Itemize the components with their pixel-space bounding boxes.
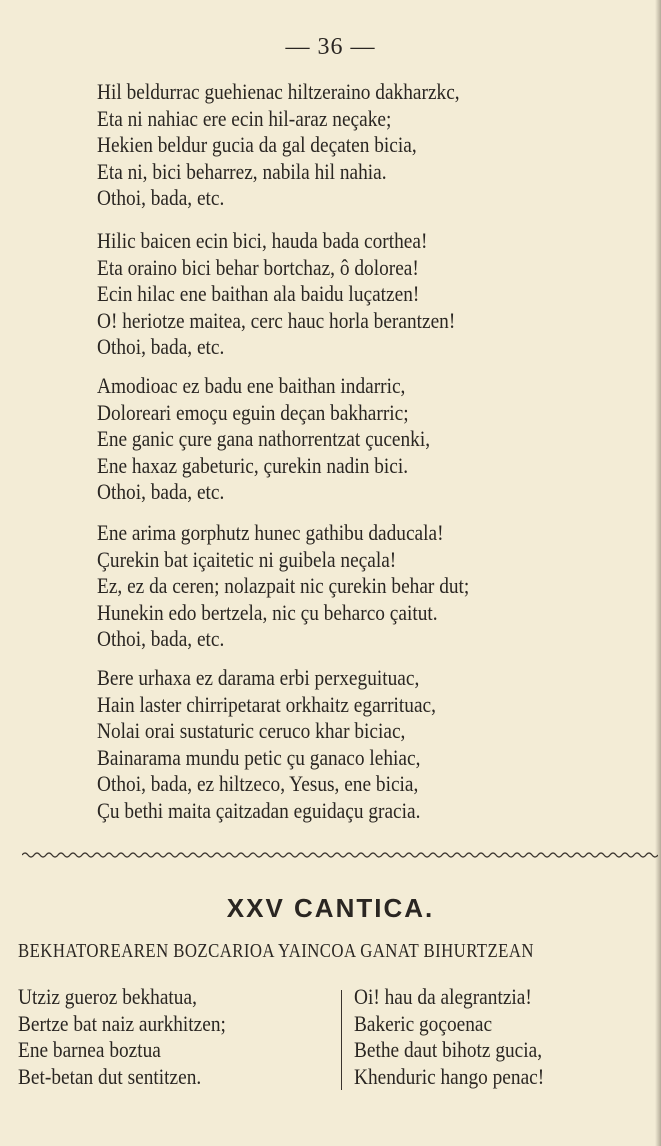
verse-line: Hil beldurrac guehienac hiltzeraino dakharzkc,: [97, 79, 460, 104]
refrain-line: Othoi, bada, etc.: [97, 334, 225, 359]
verse-line: Ecin hilac ene baithan ala baidu luçatzen!: [97, 281, 420, 306]
verse-line: Ez, ez da ceren; nolazpait nic çurekin behar dut;: [97, 573, 470, 598]
verse-line: Çu bethi maita çaitzadan eguidaçu gracia.: [97, 797, 421, 823]
refrain-line: Othoi, bada, etc.: [97, 626, 225, 651]
verse-line: O! heriotze maitea, cerc hauc horla berantzen!: [97, 307, 456, 333]
wavy-rule: [22, 851, 658, 859]
verse-line: Ene haxaz gabeturic, çurekin nadin bici.: [97, 452, 409, 478]
verse-line: Bere urhaxa ez darama erbi perxeguituac,: [97, 665, 420, 690]
stanza-1: [97, 79, 657, 212]
verse-line: Ene arima gorphutz hunec gathibu daducala!: [97, 520, 444, 545]
verse-line: Eta ni nahiac ere ecin hil-araz neçake;: [97, 105, 392, 131]
verse-line: Utziz gueroz bekhatua,: [18, 984, 197, 1009]
refrain-line: Othoi, bada, etc.: [97, 185, 225, 210]
verse-line: Çurekin bat içaitetic ni guibela neçala!: [97, 546, 397, 572]
right-column: [354, 984, 575, 1090]
verse-line: Doloreari emoçu eguin deçan bakharric;: [97, 399, 409, 425]
verse-line: Amodioac ez badu ene baithan indarric,: [97, 373, 406, 398]
verse-line: Ene barnea boztua: [18, 1037, 161, 1062]
verse-line: Oi! hau da alegrantzia!: [354, 984, 532, 1009]
verse-line: Bainarama mundu petic çu ganaco lehiac,: [97, 744, 421, 770]
verse-line: Hain laster chirripetarat orkhaitz egarrituac,: [97, 691, 436, 717]
verse-line: Bertze bat naiz aurkhitzen;: [18, 1010, 226, 1036]
verse-line: Hunekin edo bertzela, nic çu beharco çaitut.: [97, 599, 438, 625]
verse-line: Hilic baicen ecin bici, hauda bada corthea!: [97, 228, 428, 253]
verse-line: Othoi, bada, ez hiltzeco, Yesus, ene bicia,: [97, 771, 419, 796]
page-edge-shadow: [655, 0, 661, 1146]
verse-line: Ene ganic çure gana nathorrentzat çucenki,: [97, 426, 431, 451]
left-column: [18, 984, 260, 1090]
stanza-2: [97, 228, 657, 361]
verse-line: Bet-betan dut sentitzen.: [18, 1063, 202, 1089]
verse-line: Khenduric hango penac!: [354, 1063, 545, 1089]
stanza-3: [97, 373, 657, 506]
page-number: — 36 —: [285, 34, 376, 60]
verse-line: Eta oraino bici behar bortchaz, ô dolorea!: [97, 254, 419, 280]
stanza-5: [97, 665, 657, 824]
verse-line: Hekien beldur gucia da gal deçaten bicia,: [97, 132, 417, 157]
section-title: XXV CANTICA.: [226, 893, 435, 923]
verse-line: Eta ni, bici beharrez, nabila hil nahia.: [97, 158, 387, 184]
refrain-line: Othoi, bada, etc.: [97, 479, 225, 504]
section-subtitle: BEKHATOREAREN BOZCARIOA YAINCOA GANAT BIHURTZEAN: [18, 941, 534, 962]
verse-line: Bakeric goçoenac: [354, 1010, 493, 1036]
stanza-4: [97, 520, 657, 653]
column-divider: [341, 990, 342, 1090]
verse-line: Nolai orai sustaturic ceruco khar biciac,: [97, 718, 406, 743]
verse-line: Bethe daut bihotz gucia,: [354, 1037, 543, 1062]
